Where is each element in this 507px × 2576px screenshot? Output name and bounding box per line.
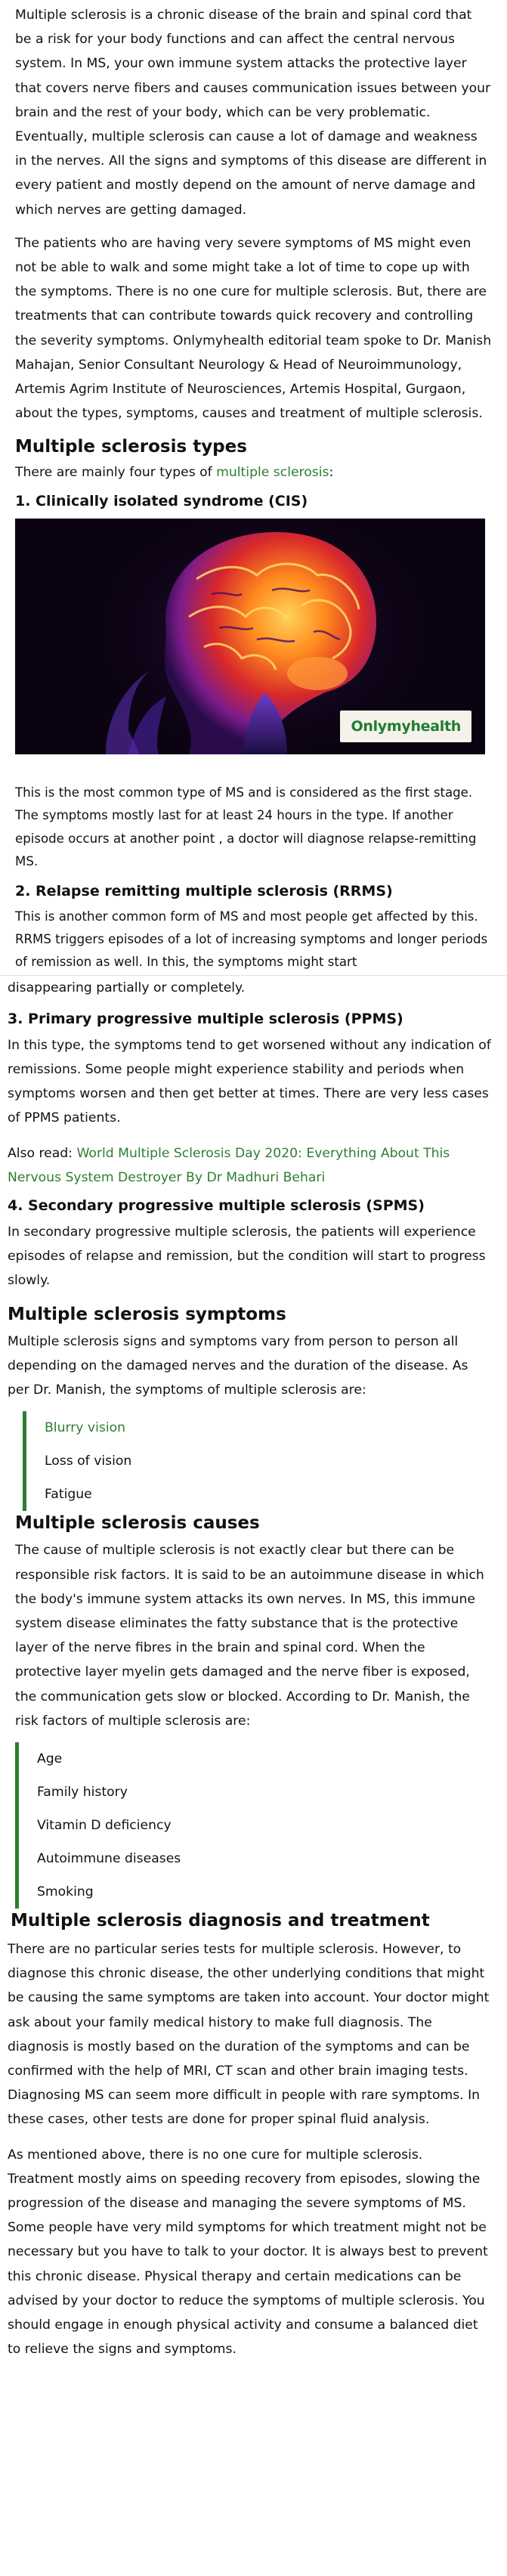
risk-item-2: Family history <box>37 1784 128 1800</box>
type4-text: In secondary progressive multiple sclerosis, the patients will experience episodes of relapse and remission, but the condition will start to progress slowly. <box>8 1225 486 1289</box>
causes-text: The cause of multiple sclerosis is not exactly clear but there can be responsible risk factors. It is said to be an autoimmune disease in which the body's immune system attacks its own nerves. In MS, this immune system disease eliminates the fatty substance that is the protective layer of the nerve fibres in the brain and spinal cord. When the protective layer myelin gets damaged and the nerve fiber is exposed, the communication gets slow or blocked. According to Dr. Manish, the risk factors of multiple sclerosis are: <box>15 1543 484 1729</box>
risk-item-3: Vitamin D deficiency <box>37 1817 172 1833</box>
also-read-label: Also read: <box>8 1145 77 1161</box>
multiple-sclerosis-link[interactable]: multiple sclerosis <box>216 465 329 481</box>
brain-scan-image <box>15 519 485 754</box>
diagnosis-heading: Multiple sclerosis diagnosis and treatment <box>11 1910 430 1930</box>
type3-heading: 3. Primary progressive multiple sclerosis (PPMS) <box>8 1010 403 1027</box>
symptoms-heading: Multiple sclerosis symptoms <box>8 1304 286 1324</box>
types-intro-text: There are mainly four types of <box>15 465 217 481</box>
type1-heading: 1. Clinically isolated syndrome (CIS) <box>15 492 308 509</box>
types-intro <box>0 460 507 485</box>
type2-text-continued: disappearing partially or completely. <box>0 975 507 1000</box>
intro-paragraph-1: Multiple sclerosis is a chronic disease of the brain and spinal cord that be a risk for your body functions and can affect the central nervous system. In MS, your own immune system attacks the protective layer that covers nerve fibers and causes communication issues between your brain and the rest of your body, which can be very problematic. Eventually, multiple sclerosis can cause a lot of damage and weakness in the nerves. All the signs and symptoms of this disease are different in every patient and mostly depend on the amount of nerve damage and which nerves are getting damaged. <box>15 8 491 218</box>
types-heading: Multiple sclerosis types <box>15 437 247 457</box>
onlymyhealth-logo: Onlymyhealth <box>340 711 471 742</box>
type1-text: This is the most common type of MS and is considered as the first stage. The symptoms mostly last for at least 24 hours in the type. If another episode occurs at another point , a doctor will diagnose relapse-remitting MS. <box>15 785 477 869</box>
type2-text: This is another common form of MS and most people get affected by this. RRMS triggers episodes of a lot of increasing symptoms and longer periods of remission as well. In this, the symptoms might start <box>15 909 488 969</box>
also-read-link[interactable]: World Multiple Sclerosis Day 2020: Everything About This Nervous System Destroyer By Dr Madhuri Behari <box>8 1145 450 1185</box>
also-read <box>0 1141 507 1190</box>
symptom-item-2: Loss of vision <box>45 1454 132 1469</box>
type3-text: In this type, the symptoms tend to get worsened without any indication of remissions. Some people might experience stability and periods when symptoms worsen and then get better at times. There are very less cases of PPMS patients. <box>8 1037 491 1126</box>
type4-heading: 4. Secondary progressive multiple sclerosis (SPMS) <box>8 1197 425 1215</box>
risk-item-5: Smoking <box>37 1884 94 1899</box>
symptoms-text: Multiple sclerosis signs and symptoms vary from person to person all depending on the damaged nerves and the duration of the disease. As per Dr. Manish, the symptoms of multiple sclerosis are: <box>8 1333 468 1398</box>
risk-item-4: Autoimmune diseases <box>37 1850 181 1866</box>
intro-paragraph-2: The patients who are having very severe symptoms of MS might even not be able to walk and some might take a lot of time to cope up with the symptoms. There is no one cure for multiple sclerosis. But, there are treatments that can contribute towards quick recovery and controlling the severity symptoms. Onlymyhealth editorial team spoke to Dr. Manish Mahajan, Senior Consultant Neurology & Head of Neuroimmunology, Artemis Agrim Institute of Neurosciences, Artemis Hospital, Gurgaon, about the types, symptoms, causes and treatment of multiple sclerosis. <box>15 235 492 422</box>
symptoms-list <box>23 1411 507 1511</box>
causes-heading: Multiple sclerosis causes <box>15 1513 260 1534</box>
types-intro-end: : <box>329 465 334 481</box>
risk-factors-list <box>15 1742 507 1909</box>
symptom-item-3: Fatigue <box>45 1487 92 1503</box>
diagnosis-paragraph-1: There are no particular series tests for multiple sclerosis. However, to diagnose this chronic disease, the other underlying conditions that might be causing the same symptoms are taken into account. Your doctor might ask about your family medical history to make full diagnosis. The diagnosis is mostly based on the duration of the symptoms and can be confirmed with the help of MRI, CT scan and other brain imaging tests. Diagnosing MS can seem more difficult in people with rare symptoms. In these cases, other tests are done for proper spinal fluid analysis. <box>8 1941 490 2128</box>
type2-heading: 2. Relapse remitting multiple sclerosis (RRMS) <box>15 882 393 899</box>
diagnosis-paragraph-2: As mentioned above, there is no one cure for multiple sclerosis. Treatment mostly aims on speeding recovery from episodes, slowing the progression of the disease and managing the severe symptoms of MS. Some people have very mild symptoms for which treatment might not be necessary but you have to talk to your doctor. It is always best to prevent this chronic disease. Physical therapy and certain medications can be advised by your doctor to reduce the symptoms of multiple sclerosis. You should engage in enough physical activity and consume a balanced diet to relieve the signs and symptoms. <box>8 2147 488 2358</box>
risk-item-1: Age <box>37 1751 63 1766</box>
symptom-item-1[interactable]: Blurry vision <box>45 1420 126 1436</box>
